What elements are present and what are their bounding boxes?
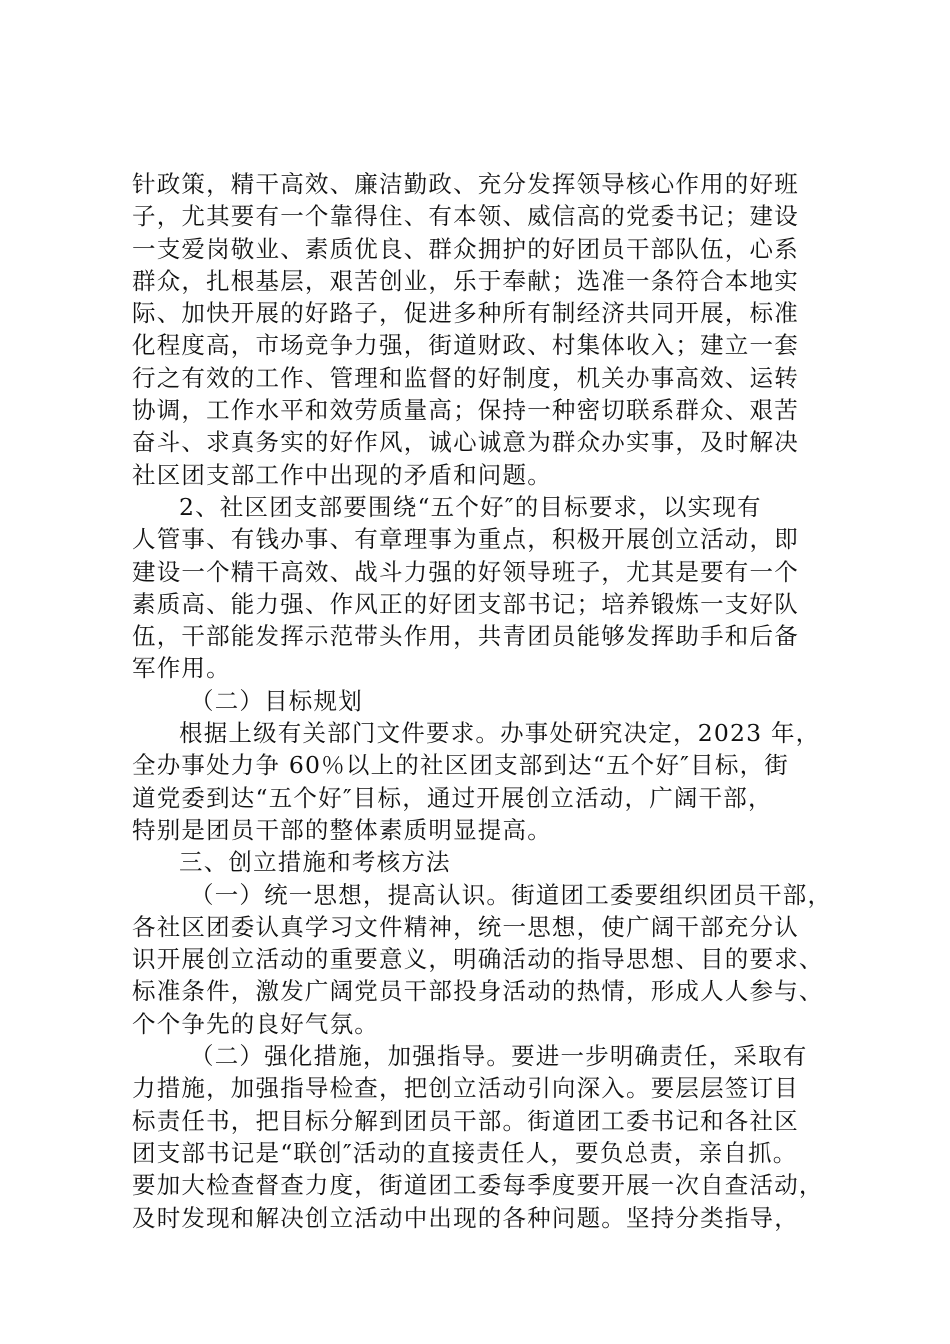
text-line: 力措施，加强指导检查，把创立活动引向深入。要层层签订目 xyxy=(132,1074,799,1103)
text-line: 标责任书，把目标分解到团员干部。街道团工委书记和各社区 xyxy=(132,1106,799,1135)
text-line: 要加大检查督查力度，街道团工委每季度要开展一次自查活动， xyxy=(132,1171,824,1200)
text-line: 个个争先的良好气氛。 xyxy=(132,1009,379,1038)
text-line: 道党委到达“五个好″目标，通过开展创立活动，广阔干部， xyxy=(132,783,773,812)
text-line: 针政策，精干高效、廉洁勤政、充分发挥领导核心作用的好班 xyxy=(132,170,799,198)
text-line: 社区团支部工作中出现的矛盾和问题。 xyxy=(132,460,552,489)
text-line: 化程度高，市场竞争力强，街道财政、村集体收入；建立一套 xyxy=(132,331,799,360)
text-line: 人管事、有钱办事、有章理事为重点，积极开展创立活动，即 xyxy=(132,525,799,554)
text-line: 各社区团委认真学习文件精神，统一思想，使广阔干部充分认 xyxy=(132,912,799,941)
text-line: 行之有效的工作、管理和监督的好制度，机关办事高效、运转 xyxy=(132,363,799,392)
paragraph-start-line: （一）统一思想，提高认识。街道团工委要组织团员干部， xyxy=(190,880,833,909)
paragraph-start-line: 2、社区团支部要围绕“五个好″的目标要求，以实现有 xyxy=(179,492,762,521)
text-line: 子，尤其要有一个靠得住、有本领、威信高的党委书记；建设 xyxy=(132,202,799,231)
text-line: 伍，干部能发挥示范带头作用，共青团员能够发挥助手和后备 xyxy=(132,622,799,651)
text-line: 全办事处力争 60％以上的社区团支部到达“五个好″目标，街 xyxy=(132,751,789,780)
text-line: 协调，工作水平和效劳质量高；保持一种密切联系群众、艰苦 xyxy=(132,396,799,425)
text-line: 群众，扎根基层，艰苦创业，乐于奉献；选准一条符合本地实 xyxy=(132,266,799,295)
paragraph-start-line: 根据上级有关部门文件要求。办事处研究决定，2023 年， xyxy=(179,719,821,748)
paragraph-start-line: （二）强化措施，加强指导。要进一步明确责任，采取有 xyxy=(190,1042,808,1071)
text-line: 军作用。 xyxy=(132,654,231,683)
text-line: 奋斗、求真务实的好作风，诚心诚意为群众办实事，及时解决 xyxy=(132,428,799,457)
text-line: 标准条件，激发广阔党员干部投身活动的热情，形成人人参与、 xyxy=(132,977,824,1006)
text-line: 建设一个精干高效、战斗力强的好领导班子，尤其是要有一个 xyxy=(132,557,799,586)
document-body xyxy=(132,168,832,1234)
text-line: 特别是团员干部的整体素质明显提高。 xyxy=(132,815,552,844)
section-heading: （二）目标规划 xyxy=(190,686,363,715)
text-line: 际、加快开展的好路子，促进多种所有制经济共同开展，标准 xyxy=(132,299,799,328)
text-line: 素质高、能力强、作风正的好团支部书记；培养锻炼一支好队 xyxy=(132,589,799,618)
text-line: 团支部书记是“联创″活动的直接责任人，要负总责，亲自抓。 xyxy=(132,1138,798,1167)
section-heading: 三、创立措施和考核方法 xyxy=(179,848,451,877)
text-line: 及时发现和解决创立活动中出现的各种问题。坚持分类指导， xyxy=(132,1203,799,1232)
text-line: 一支爱岗敬业、素质优良、群众拥护的好团员干部队伍，心系 xyxy=(132,234,799,263)
text-line: 识开展创立活动的重要意义，明确活动的指导思想、目的要求、 xyxy=(132,945,824,974)
